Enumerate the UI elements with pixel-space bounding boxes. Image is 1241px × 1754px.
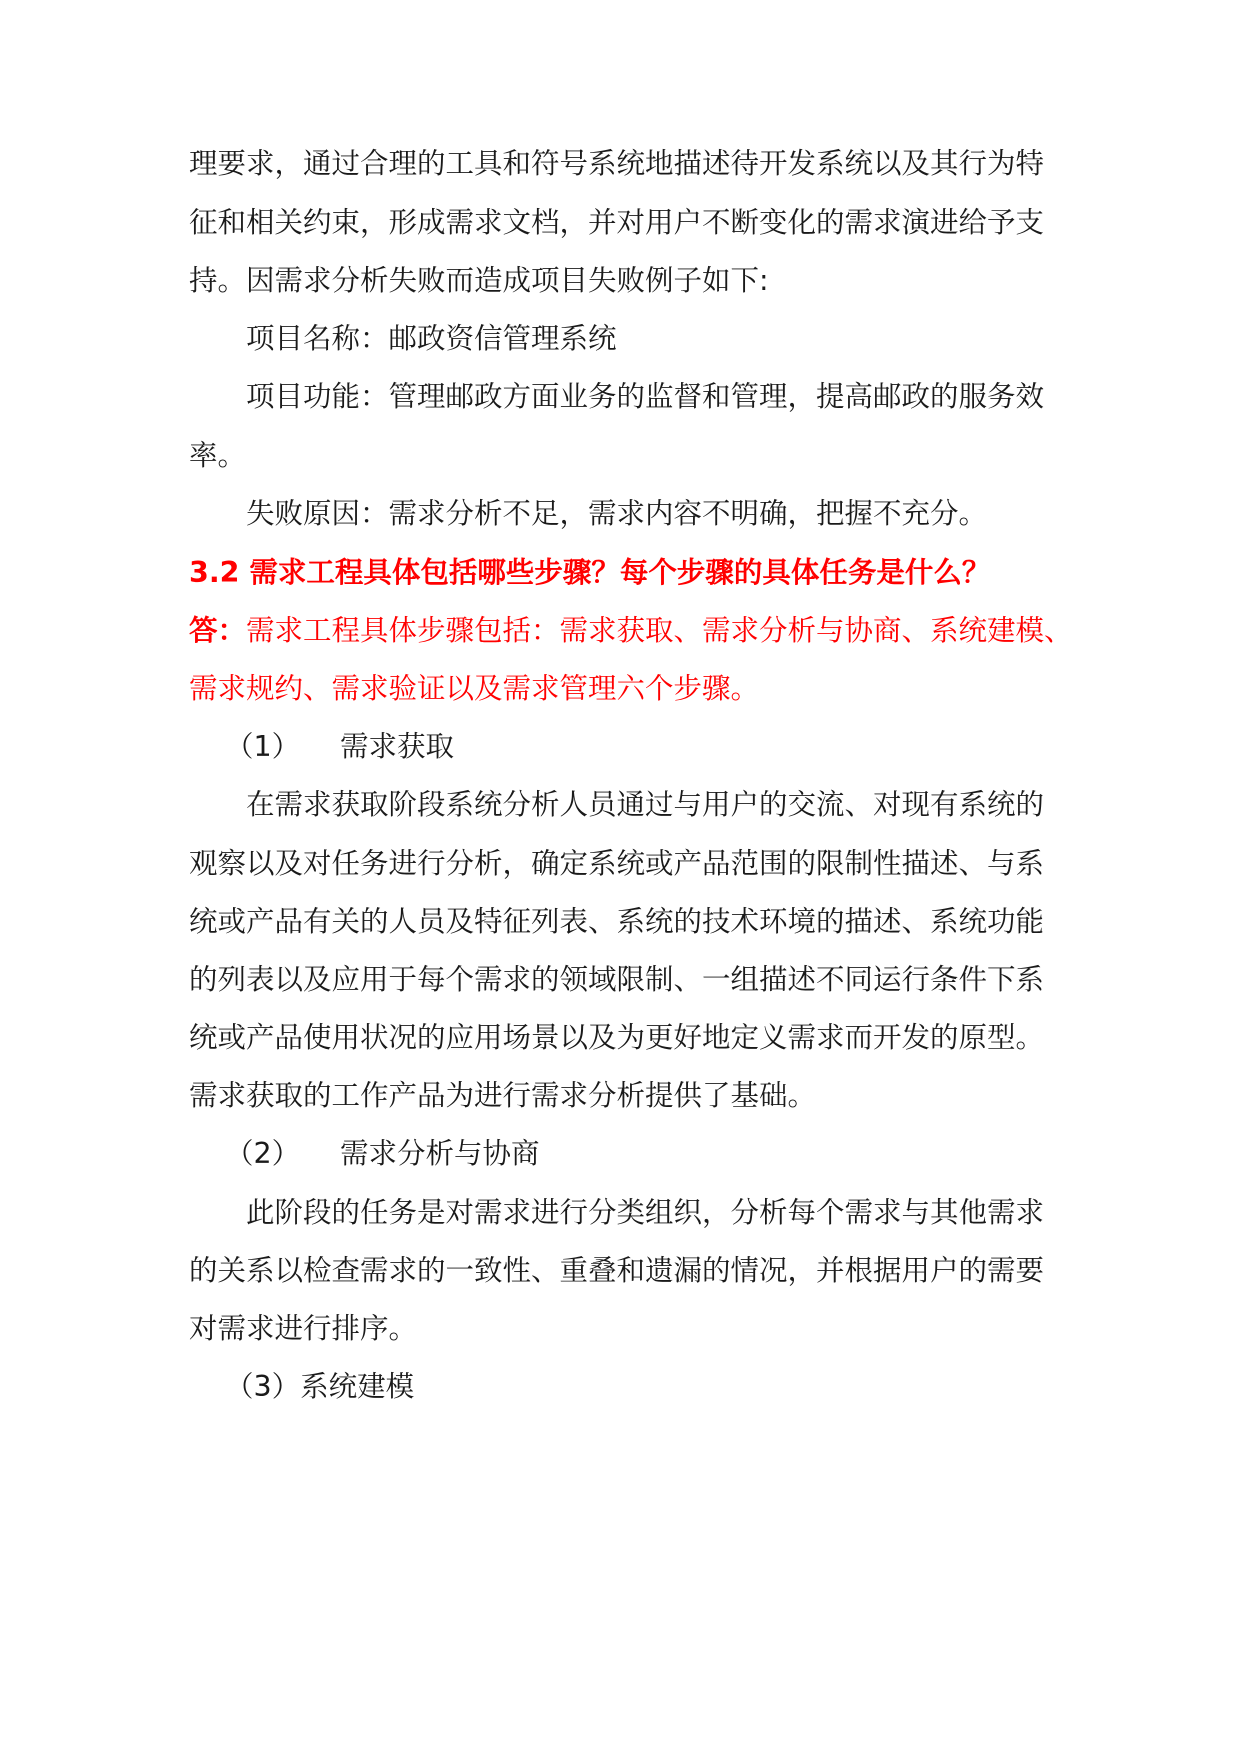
step-number: （1） — [225, 730, 301, 763]
step-heading — [225, 1134, 540, 1174]
step-paragraph-line: 在需求获取阶段系统分析人员通过与用户的交流、对现有系统的 — [246, 788, 1045, 821]
paragraph-line: 持。因需求分析失败而造成项目失败例子如下: — [189, 264, 769, 297]
paragraph-line: 理要求，通过合理的工具和符号系统地描述待开发系统以及其行为特 — [189, 147, 1045, 180]
step-heading — [225, 1367, 414, 1407]
step-paragraph-line: 的关系以检查需求的一致性、重叠和遗漏的情况，并根据用户的需要 — [189, 1254, 1045, 1287]
failure-reason-line: 失败原因：需求分析不足，需求内容不明确，把握不充分。 — [246, 497, 988, 530]
step-heading — [225, 727, 454, 767]
step-paragraph-line: 的列表以及应用于每个需求的领域限制、一组描述不同运行条件下系 — [189, 963, 1045, 996]
step-paragraph-line: 此阶段的任务是对需求进行分类组织，分析每个需求与其他需求 — [246, 1196, 1045, 1229]
paragraph-line: 率。 — [189, 439, 247, 472]
step-title: 需求分析与协商 — [340, 1137, 540, 1170]
paragraph-line: 征和相关约束，形成需求文档，并对用户不断变化的需求演进给予支 — [189, 206, 1045, 239]
answer-label: 答： — [189, 614, 247, 647]
step-title: 系统建模 — [300, 1370, 415, 1403]
step-paragraph-line: 需求获取的工作产品为进行需求分析提供了基础。 — [189, 1079, 817, 1112]
step-title: 需求获取 — [340, 730, 455, 763]
step-paragraph-line: 统或产品使用状况的应用场景以及为更好地定义需求而开发的原型。 — [189, 1021, 1045, 1054]
answer-line: 需求规约、需求验证以及需求管理六个步骤。 — [189, 672, 760, 705]
project-name-line: 项目名称：邮政资信管理系统 — [246, 322, 617, 355]
question-heading: 3.2 需求工程具体包括哪些步骤？每个步骤的具体任务是什么？ — [189, 556, 991, 589]
step-number: （2） — [225, 1137, 301, 1170]
answer-line — [189, 611, 1073, 651]
step-paragraph-line: 观察以及对任务进行分析，确定系统或产品范围的限制性描述、与系 — [189, 847, 1045, 880]
step-paragraph-line: 对需求进行排序。 — [189, 1312, 418, 1345]
project-function-line: 项目功能：管理邮政方面业务的监督和管理，提高邮政的服务效 — [246, 380, 1045, 413]
answer-text: 需求工程具体步骤包括：需求获取、需求分析与协商、系统建模、 — [246, 614, 1073, 647]
step-paragraph-line: 统或产品有关的人员及特征列表、系统的技术环境的描述、系统功能 — [189, 905, 1045, 938]
step-number: （3） — [225, 1370, 301, 1403]
